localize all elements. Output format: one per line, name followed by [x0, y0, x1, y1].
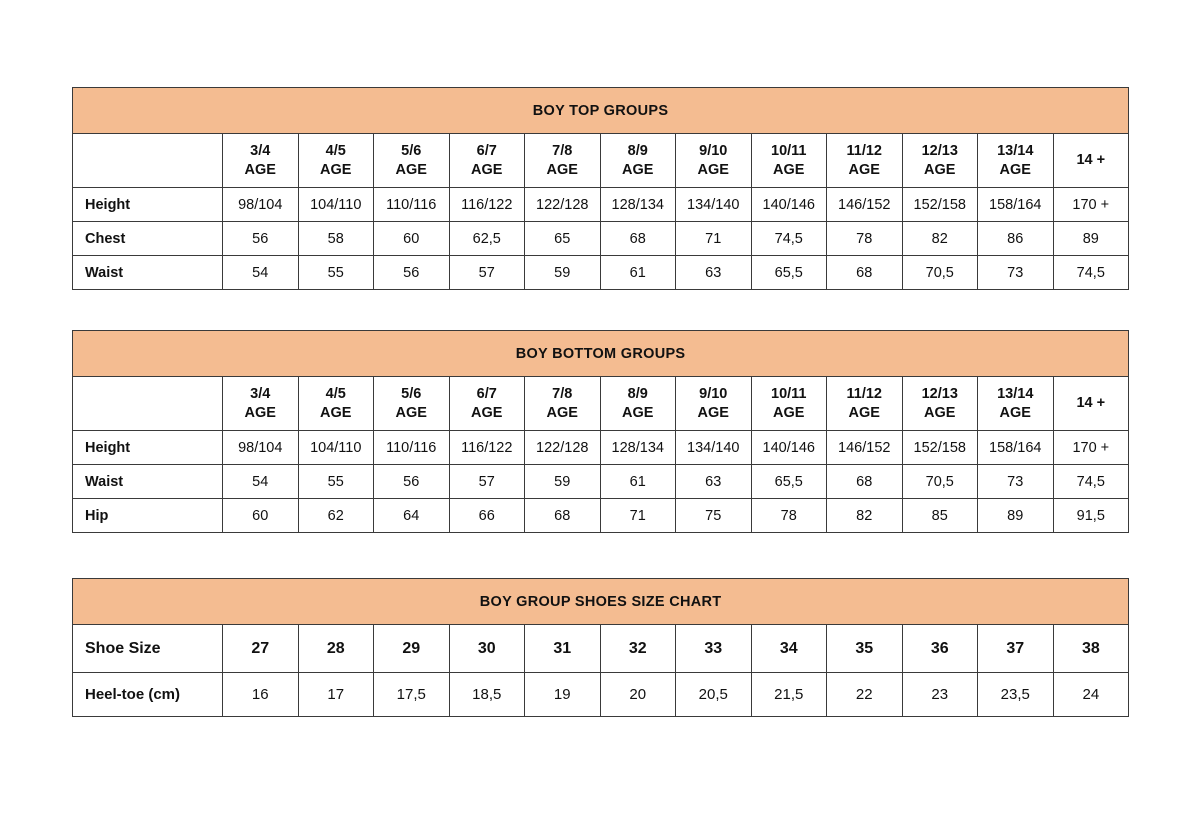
column-size: 4/5 — [325, 386, 346, 403]
row-label: Hip — [73, 499, 223, 533]
column-size: 5/6 — [401, 386, 422, 403]
row-label: Waist — [73, 465, 223, 499]
column-unit: AGE — [546, 404, 578, 421]
cell: 116/122 — [449, 188, 525, 222]
column-size: 13/14 — [997, 386, 1034, 403]
column-header — [1053, 134, 1129, 188]
cell: 56 — [223, 222, 299, 256]
cell: 63 — [676, 465, 752, 499]
column-unit: AGE — [924, 161, 956, 178]
column-header — [751, 134, 827, 188]
header-corner-cell: Shoe Size — [73, 625, 223, 673]
table-row — [73, 499, 1129, 533]
cell: 23,5 — [978, 673, 1054, 717]
cell: 91,5 — [1053, 499, 1129, 533]
cell: 170 + — [1053, 188, 1129, 222]
cell: 140/146 — [751, 431, 827, 465]
column-unit: AGE — [697, 161, 729, 178]
column-unit: AGE — [471, 161, 503, 178]
cell: 24 — [1053, 673, 1129, 717]
column-header — [298, 377, 374, 431]
table-row — [73, 188, 1129, 222]
column-header: 31 — [525, 625, 601, 673]
column-unit: AGE — [244, 161, 276, 178]
cell: 122/128 — [525, 431, 601, 465]
column-unit: AGE — [622, 161, 654, 178]
cell: 71 — [600, 499, 676, 533]
column-unit: AGE — [697, 404, 729, 421]
column-header — [600, 377, 676, 431]
column-header: 36 — [902, 625, 978, 673]
cell: 65,5 — [751, 256, 827, 290]
cell: 54 — [223, 256, 299, 290]
cell: 128/134 — [600, 188, 676, 222]
boy-bottom-groups-table — [72, 330, 1129, 533]
row-label: Height — [73, 431, 223, 465]
cell: 21,5 — [751, 673, 827, 717]
column-unit: AGE — [999, 161, 1031, 178]
cell: 66 — [449, 499, 525, 533]
column-header — [525, 377, 601, 431]
column-size: 13/14 — [997, 143, 1034, 160]
column-header — [978, 377, 1054, 431]
column-size: 8/9 — [627, 143, 648, 160]
cell: 68 — [600, 222, 676, 256]
cell: 16 — [223, 673, 299, 717]
column-header — [449, 134, 525, 188]
column-header — [676, 377, 752, 431]
cell: 19 — [525, 673, 601, 717]
column-size: 11/12 — [846, 143, 882, 160]
cell: 70,5 — [902, 465, 978, 499]
column-size: 8/9 — [627, 386, 648, 403]
cell: 74,5 — [751, 222, 827, 256]
column-header: 28 — [298, 625, 374, 673]
cell: 73 — [978, 256, 1054, 290]
boy-group-shoes-size-chart-block — [72, 578, 1128, 717]
table-title: BOY TOP GROUPS — [73, 88, 1129, 134]
column-size: 14 + — [1076, 395, 1106, 412]
cell: 134/140 — [676, 188, 752, 222]
column-unit: AGE — [471, 404, 503, 421]
column-unit: AGE — [848, 404, 880, 421]
table-row — [73, 465, 1129, 499]
boy-bottom-groups-block — [72, 330, 1128, 533]
column-header — [827, 377, 903, 431]
cell: 20,5 — [676, 673, 752, 717]
column-header — [676, 134, 752, 188]
column-header: 32 — [600, 625, 676, 673]
cell: 68 — [827, 256, 903, 290]
cell: 98/104 — [223, 431, 299, 465]
cell: 86 — [978, 222, 1054, 256]
cell: 122/128 — [525, 188, 601, 222]
column-header — [600, 134, 676, 188]
cell: 54 — [223, 465, 299, 499]
column-size: 3/4 — [250, 143, 271, 160]
cell: 110/116 — [374, 188, 450, 222]
table-title-row — [73, 88, 1129, 134]
cell: 63 — [676, 256, 752, 290]
cell: 152/158 — [902, 188, 978, 222]
cell: 70,5 — [902, 256, 978, 290]
cell: 58 — [298, 222, 374, 256]
cell: 89 — [1053, 222, 1129, 256]
cell: 59 — [525, 465, 601, 499]
cell: 65 — [525, 222, 601, 256]
cell: 98/104 — [223, 188, 299, 222]
cell: 68 — [525, 499, 601, 533]
column-header: 34 — [751, 625, 827, 673]
table-row — [73, 673, 1129, 717]
cell: 18,5 — [449, 673, 525, 717]
header-corner-cell — [73, 134, 223, 188]
table-title-row — [73, 331, 1129, 377]
table-title: BOY GROUP SHOES SIZE CHART — [73, 579, 1129, 625]
column-header — [449, 377, 525, 431]
cell: 110/116 — [374, 431, 450, 465]
column-size: 10/11 — [771, 143, 807, 160]
table-row — [73, 222, 1129, 256]
cell: 62 — [298, 499, 374, 533]
cell: 71 — [676, 222, 752, 256]
cell: 65,5 — [751, 465, 827, 499]
table-header-row — [73, 625, 1129, 673]
column-header — [374, 134, 450, 188]
cell: 57 — [449, 465, 525, 499]
table-row — [73, 256, 1129, 290]
column-unit: AGE — [773, 161, 805, 178]
table-title-row — [73, 579, 1129, 625]
column-unit: AGE — [622, 404, 654, 421]
column-header — [902, 134, 978, 188]
column-unit: AGE — [546, 161, 578, 178]
cell: 158/164 — [978, 431, 1054, 465]
column-size: 14 + — [1076, 152, 1106, 169]
column-header — [223, 134, 299, 188]
cell: 23 — [902, 673, 978, 717]
row-label: Height — [73, 188, 223, 222]
table-row — [73, 431, 1129, 465]
cell: 85 — [902, 499, 978, 533]
row-label: Chest — [73, 222, 223, 256]
column-size: 6/7 — [476, 386, 497, 403]
column-header — [298, 134, 374, 188]
cell: 56 — [374, 465, 450, 499]
cell: 140/146 — [751, 188, 827, 222]
column-size: 9/10 — [699, 143, 728, 160]
row-label: Heel-toe (cm) — [73, 673, 223, 717]
cell: 22 — [827, 673, 903, 717]
column-size: 6/7 — [476, 143, 497, 160]
cell: 61 — [600, 256, 676, 290]
cell: 75 — [676, 499, 752, 533]
cell: 62,5 — [449, 222, 525, 256]
table-title: BOY BOTTOM GROUPS — [73, 331, 1129, 377]
cell: 59 — [525, 256, 601, 290]
cell: 56 — [374, 256, 450, 290]
cell: 64 — [374, 499, 450, 533]
cell: 116/122 — [449, 431, 525, 465]
cell: 55 — [298, 465, 374, 499]
column-size: 7/8 — [552, 386, 573, 403]
cell: 57 — [449, 256, 525, 290]
table-header-row — [73, 377, 1129, 431]
column-header: 37 — [978, 625, 1054, 673]
cell: 146/152 — [827, 431, 903, 465]
column-header — [978, 134, 1054, 188]
column-size: 9/10 — [699, 386, 728, 403]
column-header: 35 — [827, 625, 903, 673]
column-header: 33 — [676, 625, 752, 673]
cell: 78 — [751, 499, 827, 533]
cell: 158/164 — [978, 188, 1054, 222]
cell: 104/110 — [298, 188, 374, 222]
cell: 17,5 — [374, 673, 450, 717]
column-header: 29 — [374, 625, 450, 673]
column-unit: AGE — [320, 404, 352, 421]
cell: 128/134 — [600, 431, 676, 465]
column-unit: AGE — [320, 161, 352, 178]
cell: 17 — [298, 673, 374, 717]
cell: 146/152 — [827, 188, 903, 222]
cell: 82 — [902, 222, 978, 256]
column-size: 12/13 — [921, 386, 958, 403]
boy-group-shoes-size-chart-table — [72, 578, 1129, 717]
column-size: 10/11 — [771, 386, 807, 403]
cell: 134/140 — [676, 431, 752, 465]
column-header — [751, 377, 827, 431]
cell: 89 — [978, 499, 1054, 533]
row-label: Waist — [73, 256, 223, 290]
column-size: 7/8 — [552, 143, 573, 160]
column-unit: AGE — [244, 404, 276, 421]
column-unit: AGE — [999, 404, 1031, 421]
column-size: 3/4 — [250, 386, 271, 403]
column-size: 4/5 — [325, 143, 346, 160]
boy-top-groups-block — [72, 87, 1128, 290]
cell: 152/158 — [902, 431, 978, 465]
cell: 74,5 — [1053, 465, 1129, 499]
cell: 78 — [827, 222, 903, 256]
cell: 20 — [600, 673, 676, 717]
column-size: 5/6 — [401, 143, 422, 160]
column-size: 11/12 — [846, 386, 882, 403]
column-header — [525, 134, 601, 188]
cell: 74,5 — [1053, 256, 1129, 290]
table-header-row — [73, 134, 1129, 188]
column-header — [827, 134, 903, 188]
cell: 170 + — [1053, 431, 1129, 465]
cell: 61 — [600, 465, 676, 499]
cell: 104/110 — [298, 431, 374, 465]
cell: 82 — [827, 499, 903, 533]
column-header — [223, 377, 299, 431]
column-unit: AGE — [924, 404, 956, 421]
column-header: 30 — [449, 625, 525, 673]
column-unit: AGE — [395, 161, 427, 178]
boy-top-groups-table — [72, 87, 1129, 290]
cell: 60 — [223, 499, 299, 533]
column-header — [902, 377, 978, 431]
cell: 68 — [827, 465, 903, 499]
cell: 73 — [978, 465, 1054, 499]
column-unit: AGE — [773, 404, 805, 421]
cell: 60 — [374, 222, 450, 256]
column-unit: AGE — [395, 404, 427, 421]
column-unit: AGE — [848, 161, 880, 178]
column-size: 12/13 — [921, 143, 958, 160]
column-header: 38 — [1053, 625, 1129, 673]
column-header — [374, 377, 450, 431]
column-header — [1053, 377, 1129, 431]
header-corner-cell — [73, 377, 223, 431]
cell: 55 — [298, 256, 374, 290]
column-header: 27 — [223, 625, 299, 673]
